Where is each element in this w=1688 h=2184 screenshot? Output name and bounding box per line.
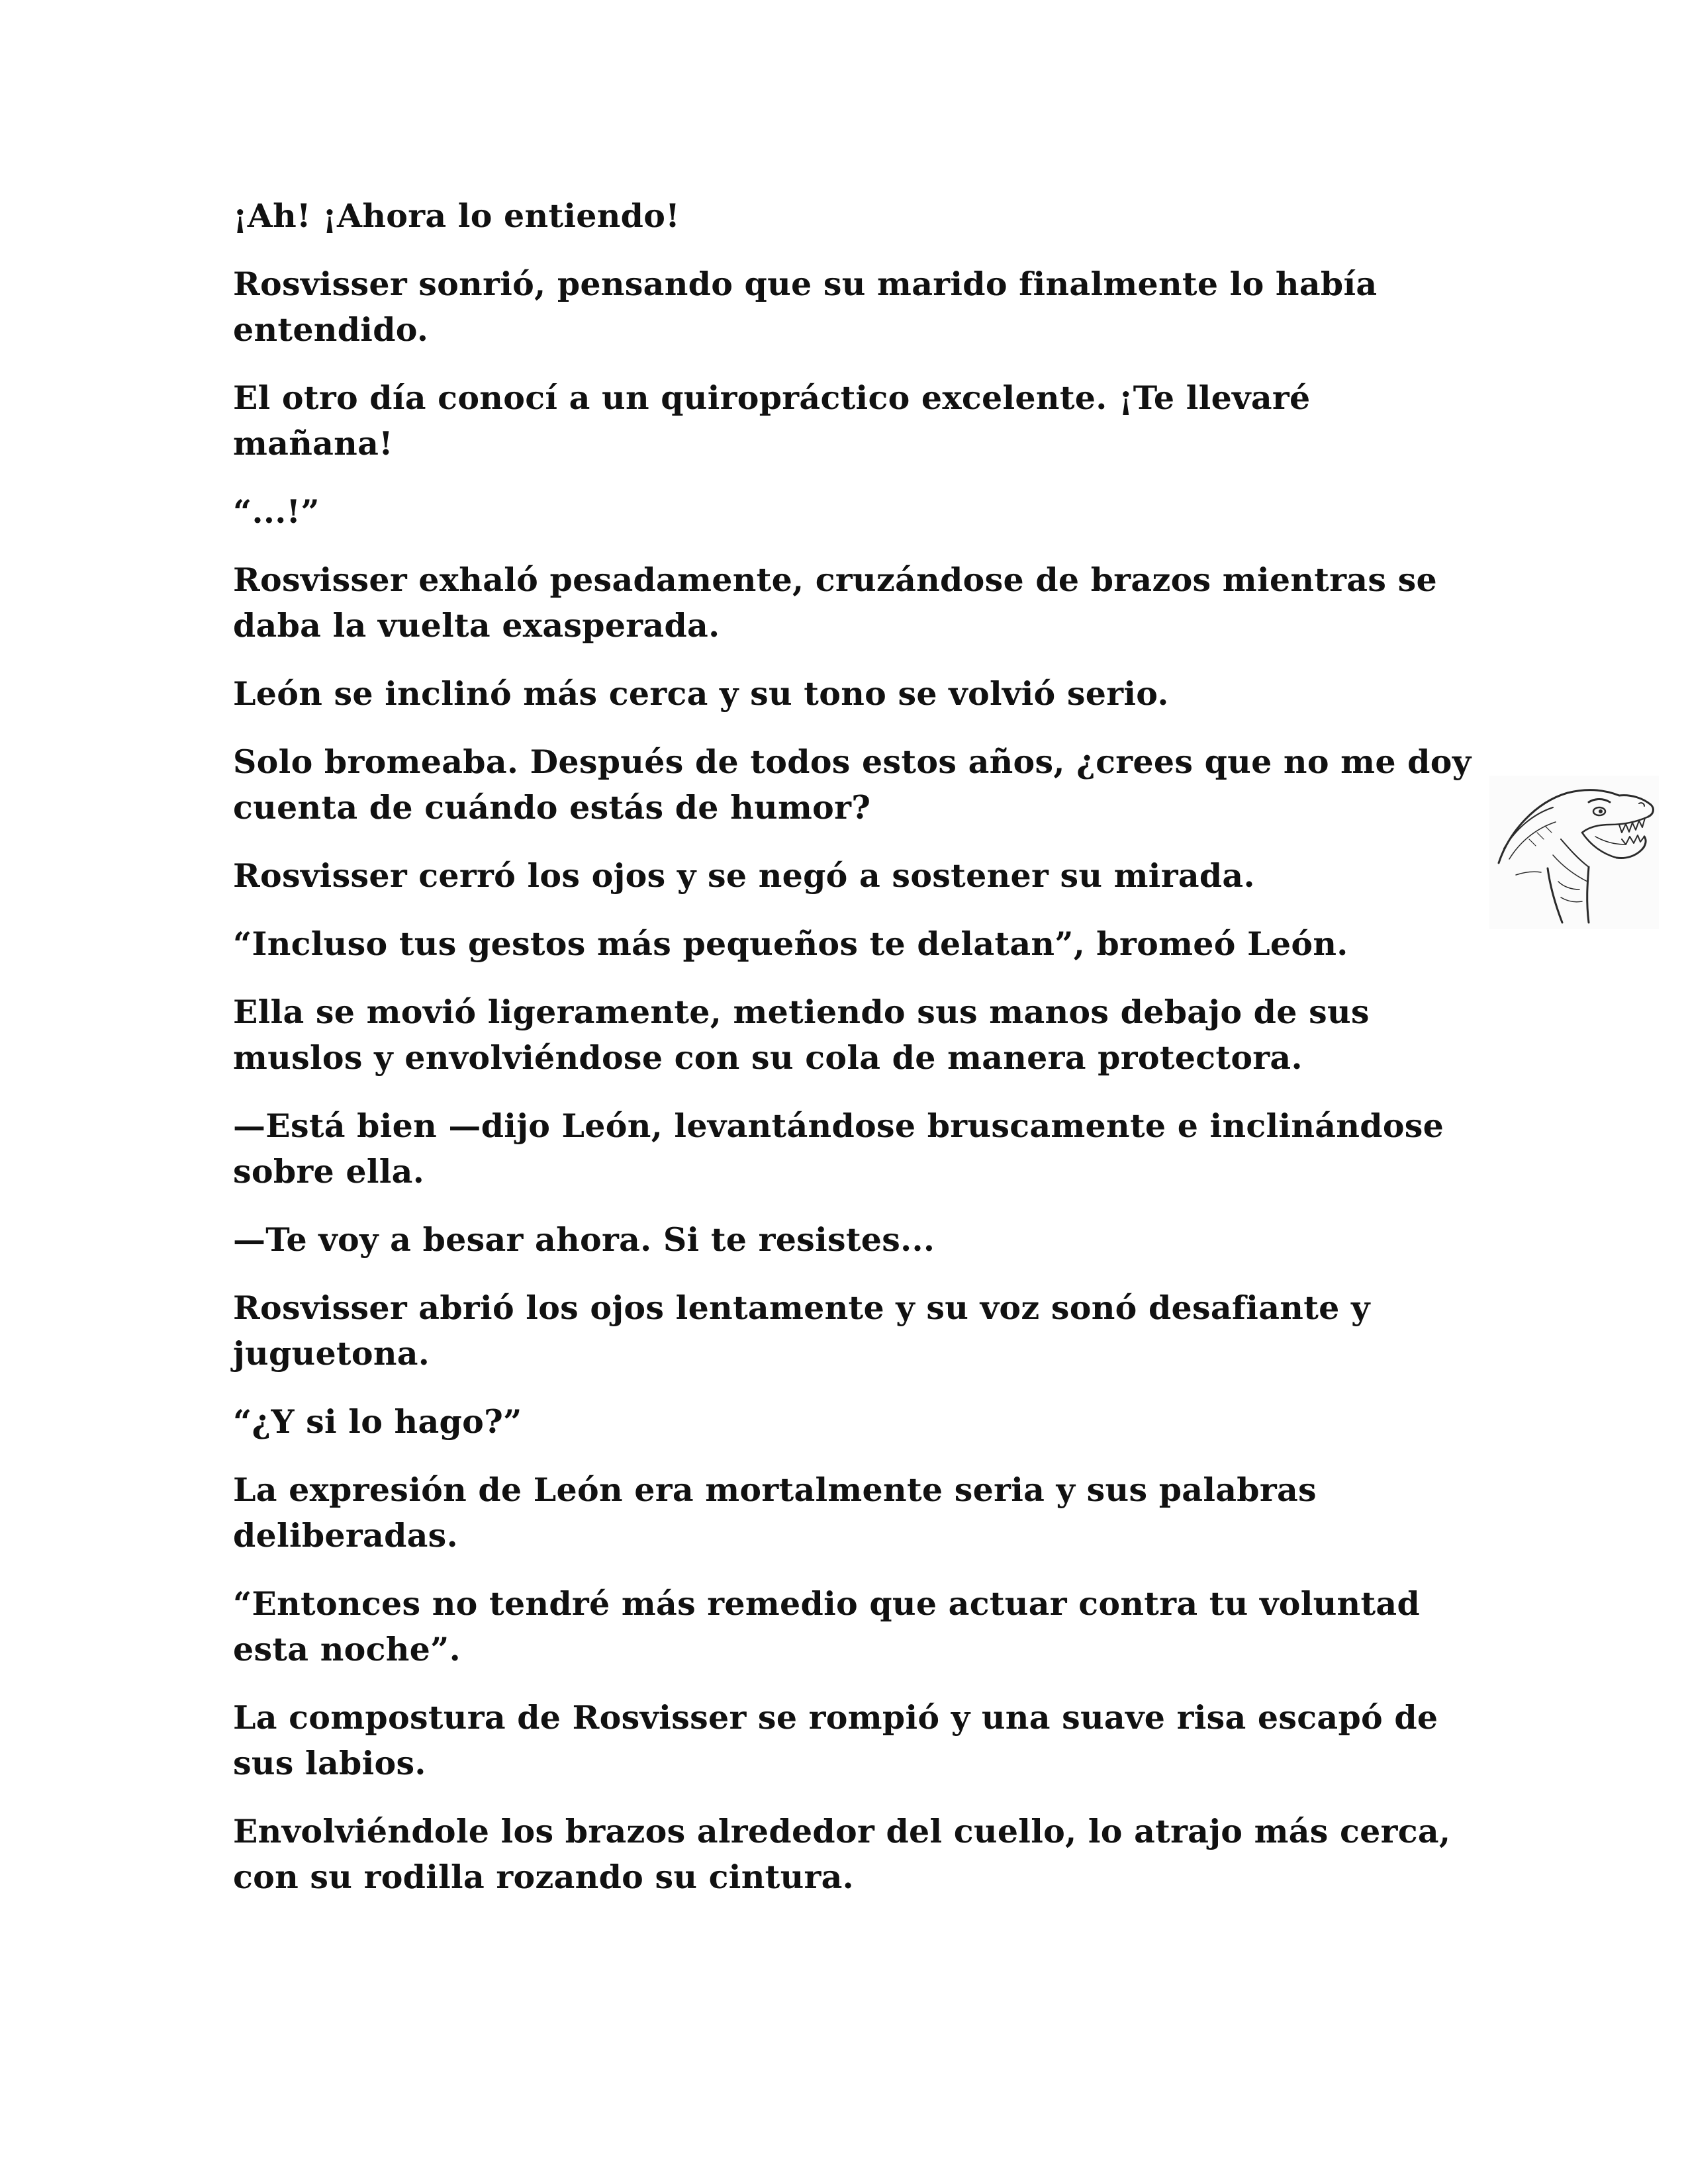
paragraph: “¿Y si lo hago?” — [233, 1402, 522, 1441]
paragraph: Envolviéndole los brazos alrededor del cuello, lo atrajo más cerca, con su rodilla rozando su cintura. — [233, 1812, 1451, 1896]
paragraph: —Está bien —dijo León, levantándose bruscamente e inclinándose sobre ella. — [233, 1107, 1444, 1191]
story-text — [233, 193, 1477, 1923]
paragraph: Rosvisser sonrió, pensando que su marido finalmente lo había entendido. — [233, 265, 1378, 349]
paragraph: León se inclinó más cerca y su tono se volvió serio. — [233, 674, 1169, 713]
paragraph: La compostura de Rosvisser se rompió y una suave risa escapó de sus labios. — [233, 1698, 1438, 1782]
paragraph: ¡Ah! ¡Ahora lo entiendo! — [233, 197, 680, 235]
paragraph: Solo bromeaba. Después de todos estos años, ¿crees que no me doy cuenta de cuándo estás de humor? — [233, 743, 1472, 827]
paragraph: Ella se movió ligeramente, metiendo sus manos debajo de sus muslos y envolviéndose con su cola de manera protectora. — [233, 993, 1370, 1077]
paragraph: Rosvisser abrió los ojos lentamente y su voz sonó desafiante y juguetona. — [233, 1289, 1370, 1373]
paragraph: “Entonces no tendré más remedio que actuar contra tu voluntad esta noche”. — [233, 1584, 1421, 1668]
dinosaur-head-sketch-icon — [1489, 776, 1659, 929]
paragraph: Rosvisser cerró los ojos y se negó a sostener su mirada. — [233, 856, 1255, 895]
paragraph: “Incluso tus gestos más pequeños te delatan”, bromeó León. — [233, 925, 1348, 963]
paragraph: —Te voy a besar ahora. Si te resistes... — [233, 1220, 935, 1259]
paragraph: Rosvisser exhaló pesadamente, cruzándose de brazos mientras se daba la vuelta exasperada. — [233, 561, 1437, 645]
paragraph: “...!” — [233, 492, 320, 531]
paragraph: La expresión de León era mortalmente seria y sus palabras deliberadas. — [233, 1471, 1317, 1555]
paragraph: El otro día conocí a un quiropráctico excelente. ¡Te llevaré mañana! — [233, 379, 1311, 463]
